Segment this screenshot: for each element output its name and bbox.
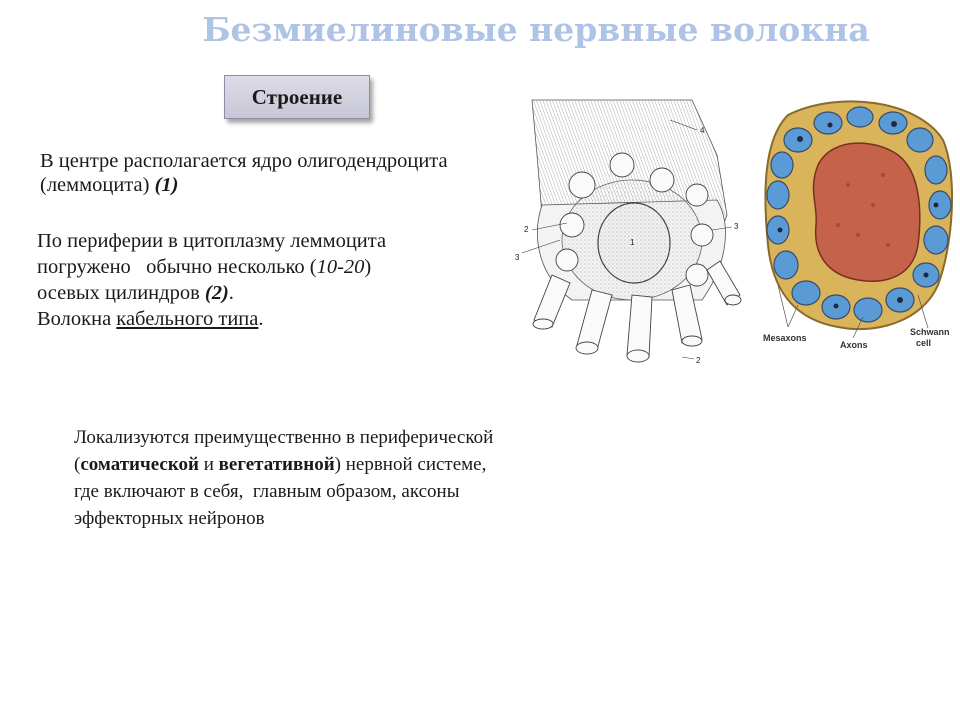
paragraph-periphery: [37, 228, 527, 332]
somatic-term: соматической: [80, 454, 199, 475]
vegetative-term: вегетативной: [218, 454, 335, 475]
slide-title: Безмиелиновые нервные волокна: [202, 10, 870, 49]
label-axons: Axons: [840, 340, 868, 350]
reference-1: (1): [154, 174, 179, 196]
fiber-colored-figure: [758, 95, 958, 355]
periphery-line-3: осевых цилиндров (2).: [37, 282, 234, 304]
section-tag-label: Строение: [251, 84, 343, 109]
paragraph-center-nucleus-text: В центре располагается ядро олигодендроцита (леммоцита): [40, 150, 448, 196]
label-4: 4: [700, 126, 705, 135]
label-3-left: 3: [515, 253, 520, 262]
reference-2: (2): [204, 282, 229, 304]
label-2-left: 2: [524, 225, 529, 234]
paragraph-localization: Локализуются преимущественно в периферической (соматической и вегетативной) нервной системе, где включают в себя, главным образом, аксоны эффекторных нейронов: [74, 427, 522, 529]
section-tag: [224, 75, 370, 119]
label-schwann: Schwann: [910, 327, 950, 337]
periphery-line-2: погружено обычно несколько (10-20): [37, 256, 372, 278]
label-cell: cell: [916, 338, 932, 348]
label-mesaxons: Mesaxons: [763, 333, 807, 343]
fiber-schematic-figure: [512, 95, 747, 367]
label-3-right: 3: [734, 222, 739, 231]
cable-type-link: кабельного типа: [116, 308, 259, 330]
nucleus-shape: [813, 143, 919, 281]
periphery-line-4: Волокна кабельного типа.: [37, 308, 264, 330]
periphery-line-1: По периферии в цитоплазму леммоцита: [37, 230, 387, 252]
label-2-bottom: 2: [696, 356, 701, 365]
paragraph-center-nucleus: [40, 149, 510, 197]
axon-count-range: 10-20: [316, 256, 365, 278]
label-1: 1: [630, 238, 635, 247]
